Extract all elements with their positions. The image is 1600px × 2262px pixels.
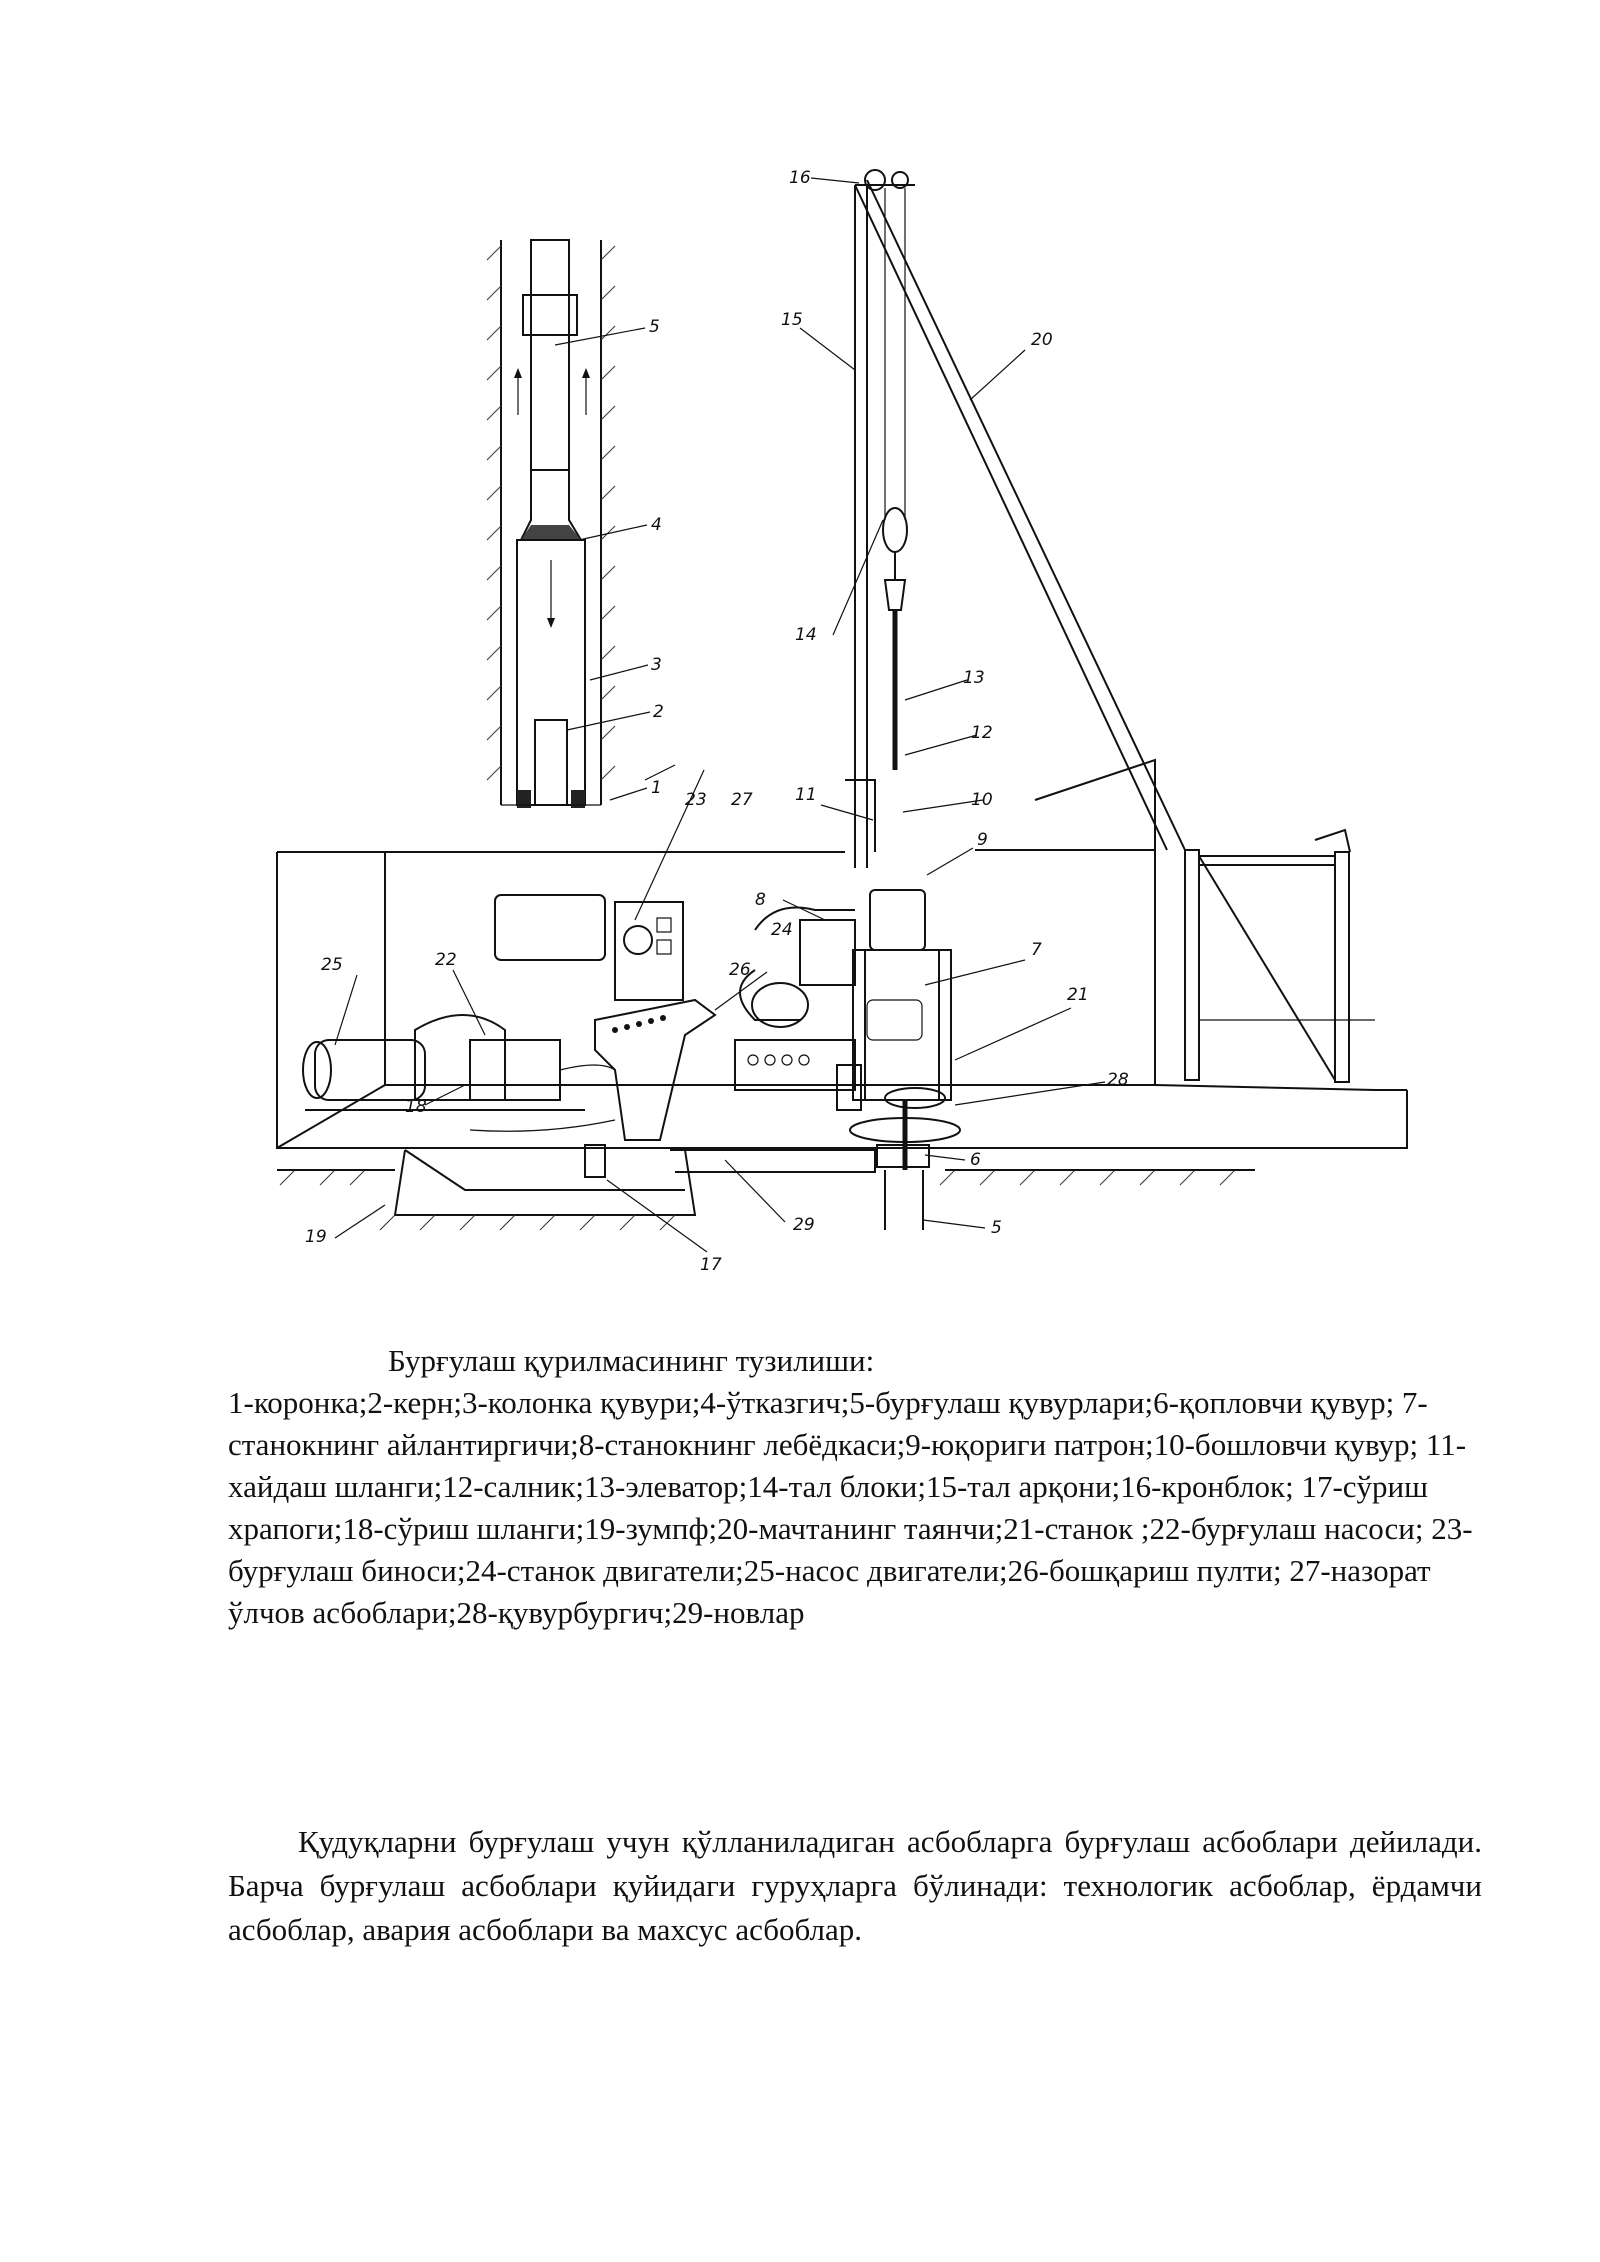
drilling-rig-diagram (255, 140, 1435, 1290)
mast (855, 170, 1185, 868)
label-17: 17 (700, 1255, 722, 1275)
underground-structures (277, 1145, 1255, 1230)
label-29: 29 (793, 1215, 815, 1235)
leader-lines (335, 178, 1105, 1252)
label-14: 14 (795, 625, 817, 645)
label-11: 11 (795, 785, 817, 805)
control-console (595, 902, 715, 1140)
drilling-rig-drawing (255, 140, 1435, 1290)
pump-unit (303, 1015, 615, 1131)
label-2: 2 (653, 702, 664, 722)
caption-title: Бурғулаш қурилмасининг тузилиши: (388, 1343, 875, 1378)
label-8: 8 (755, 890, 766, 910)
component-labels (305, 168, 1129, 1275)
label-15: 15 (781, 310, 803, 330)
label-20: 20 (1031, 330, 1053, 350)
label-16: 16 (789, 168, 811, 188)
label-28: 28 (1107, 1070, 1129, 1090)
label-12: 12 (971, 723, 993, 743)
label-9: 9 (977, 830, 988, 850)
label-6: 6 (970, 1150, 981, 1170)
label-7: 7 (1031, 940, 1042, 960)
body-paragraph: Қудуқларни бурғулаш учун қўлланиладиган асбобларга бурғулаш асбоблари дейилади. Барча бурғулаш асбоблари қуйидаги гуруҳларга бўлинади: технологик асбоблар, ёрдамчи асбоблар, авария асбоблари ва махсус асбоблар. (228, 1824, 1482, 1947)
label-1: 1 (651, 778, 662, 798)
label-23: 23 (685, 790, 707, 810)
label-19: 19 (305, 1227, 327, 1247)
label-25: 25 (321, 955, 343, 975)
label-5-inset: 5 (649, 317, 660, 337)
label-4: 4 (651, 515, 662, 535)
label-3: 3 (651, 655, 662, 675)
label-10: 10 (971, 790, 993, 810)
label-18: 18 (405, 1097, 427, 1117)
label-22: 22 (435, 950, 457, 970)
borehole-inset (487, 240, 615, 808)
drill-rig-machine (735, 890, 960, 1170)
label-21: 21 (1067, 985, 1089, 1005)
label-5: 5 (991, 1218, 1002, 1238)
label-13: 13 (963, 668, 985, 688)
label-24: 24 (771, 920, 793, 940)
label-26: 26 (729, 960, 751, 980)
caption-legend: 1-коронка;2-керн;3-колонка қувури;4-ўтказгич;5-бурғулаш қувурлари;6-қопловчи қувур; 7-станокнинг айлантиргичи;8-станокнинг лебёдкаси;9-юқориги патрон;10-бошловчи қувур; 11-хайдаш шланги;12-салник;13-элеватор;14-тал блоки;15-тал арқони;16-кронблок; 17-сўриш храпоги;18-сўриш шланги;19-зумпф;20-мачтанинг таянчи;21-станок ;22-бурғулаш насоси; 23-бурғулаш биноси;24-станок двигатели;25-насос двигатели;26-бошқариш пулти; 27-назорат ўлчов асбоблари;28-қувурбургич;29-новлар (228, 1385, 1473, 1630)
figure-caption (228, 1340, 1488, 1634)
label-27: 27 (731, 790, 753, 810)
